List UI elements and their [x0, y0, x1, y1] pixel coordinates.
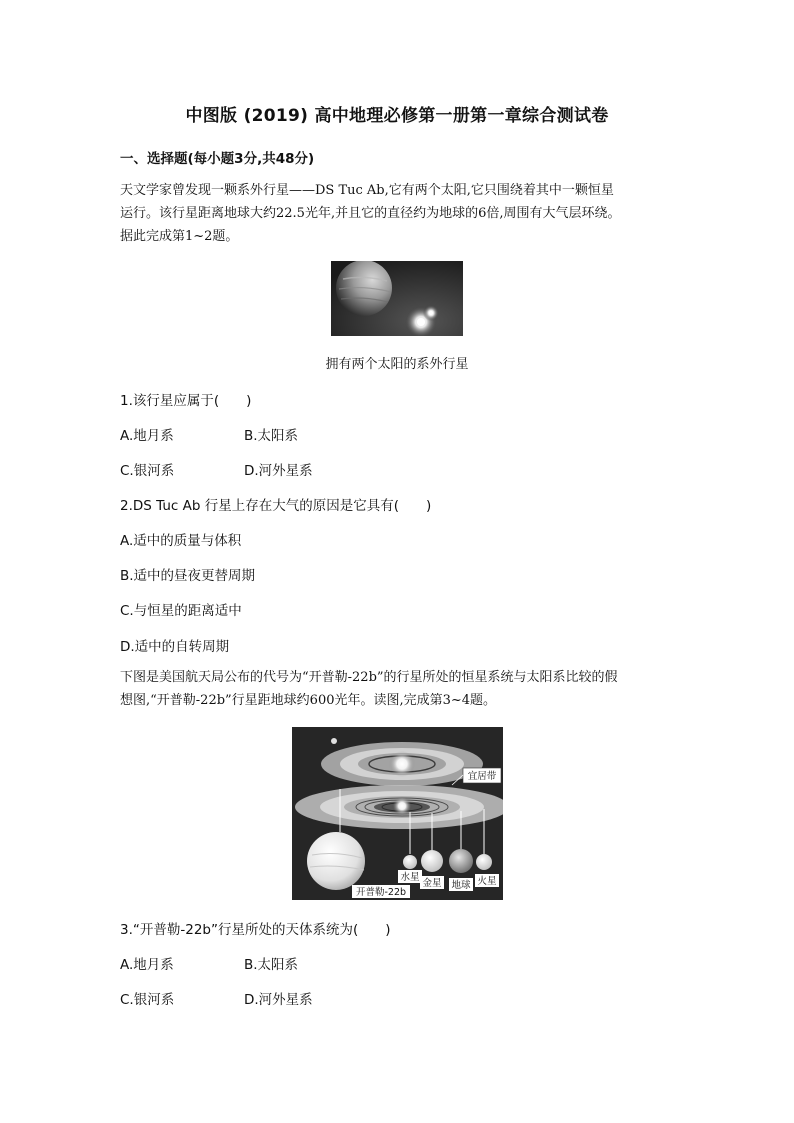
q2-option-d[interactable]: D.适中的自转周期: [120, 639, 230, 655]
q1-option-a[interactable]: A.地月系: [120, 428, 174, 444]
kepler-22b-label: 开普勒-22b: [355, 887, 407, 898]
earth-label: 地球: [451, 880, 471, 891]
mercury-planet: [403, 855, 417, 869]
habitable-zone-label: 宜居带: [467, 771, 497, 782]
passage-2-line-2: 想图,“开普勒-22b”行星距地球约600光年。读图,完成第3~4题。: [120, 693, 497, 708]
passage-1-line-2: 运行。该行星距离地球大约22.5光年,并且它的直径约为地球的6倍,周围有大气层环绕。: [120, 206, 621, 221]
kepler-22b-planet: [307, 832, 365, 890]
q3-option-c[interactable]: C.银河系: [120, 992, 175, 1008]
question-2: 2.DS Tuc Ab 行星上存在大气的原因是它具有( ): [120, 498, 432, 514]
figure-1-caption: 拥有两个太阳的系外行星: [325, 357, 469, 372]
q3-option-a[interactable]: A.地月系: [120, 957, 174, 973]
question-1: 1.该行星应属于( ): [120, 393, 252, 409]
question-3: 3.“开普勒-22b”行星所处的天体系统为( ): [120, 922, 391, 938]
q2-option-a[interactable]: A.适中的质量与体积: [120, 533, 242, 549]
venus-label: 金星: [422, 878, 442, 889]
earth-planet: [449, 849, 473, 873]
sun: [393, 797, 411, 815]
kepler-comparison-diagram: [292, 727, 503, 900]
q3-option-b[interactable]: B.太阳系: [244, 957, 299, 973]
mars-label: 火星: [477, 876, 497, 887]
q1-option-d[interactable]: D.河外星系: [244, 463, 313, 479]
page-title: 中图版 (2019) 高中地理必修第一册第一章综合测试卷: [185, 106, 609, 126]
mercury-label: 水星: [400, 872, 420, 883]
exoplanet-two-suns-image: [331, 261, 463, 336]
passage-1-line-1: 天文学家曾发现一颗系外行星——DS Tuc Ab,它有两个太阳,它只围绕着其中一颗恒星: [120, 183, 614, 198]
kepler-star: [389, 751, 415, 777]
passage-1: [120, 179, 690, 248]
mars-planet: [476, 854, 492, 870]
passage-1-line-3: 据此完成第1~2题。: [120, 229, 239, 244]
q3-option-d[interactable]: D.河外星系: [244, 992, 313, 1008]
passage-2-line-1: 下图是美国航天局公布的代号为“开普勒-22b”的行星所处的恒星系统与太阳系比较的假: [120, 670, 618, 685]
venus-planet: [421, 850, 443, 872]
section-heading: 一、选择题(每小题3分,共48分): [120, 151, 315, 167]
passage-2: [120, 666, 700, 712]
q2-option-c[interactable]: C.与恒星的距离适中: [120, 603, 242, 619]
q1-option-b[interactable]: B.太阳系: [244, 428, 299, 444]
q1-option-c[interactable]: C.银河系: [120, 463, 175, 479]
q2-option-b[interactable]: B.适中的昼夜更替周期: [120, 568, 256, 584]
